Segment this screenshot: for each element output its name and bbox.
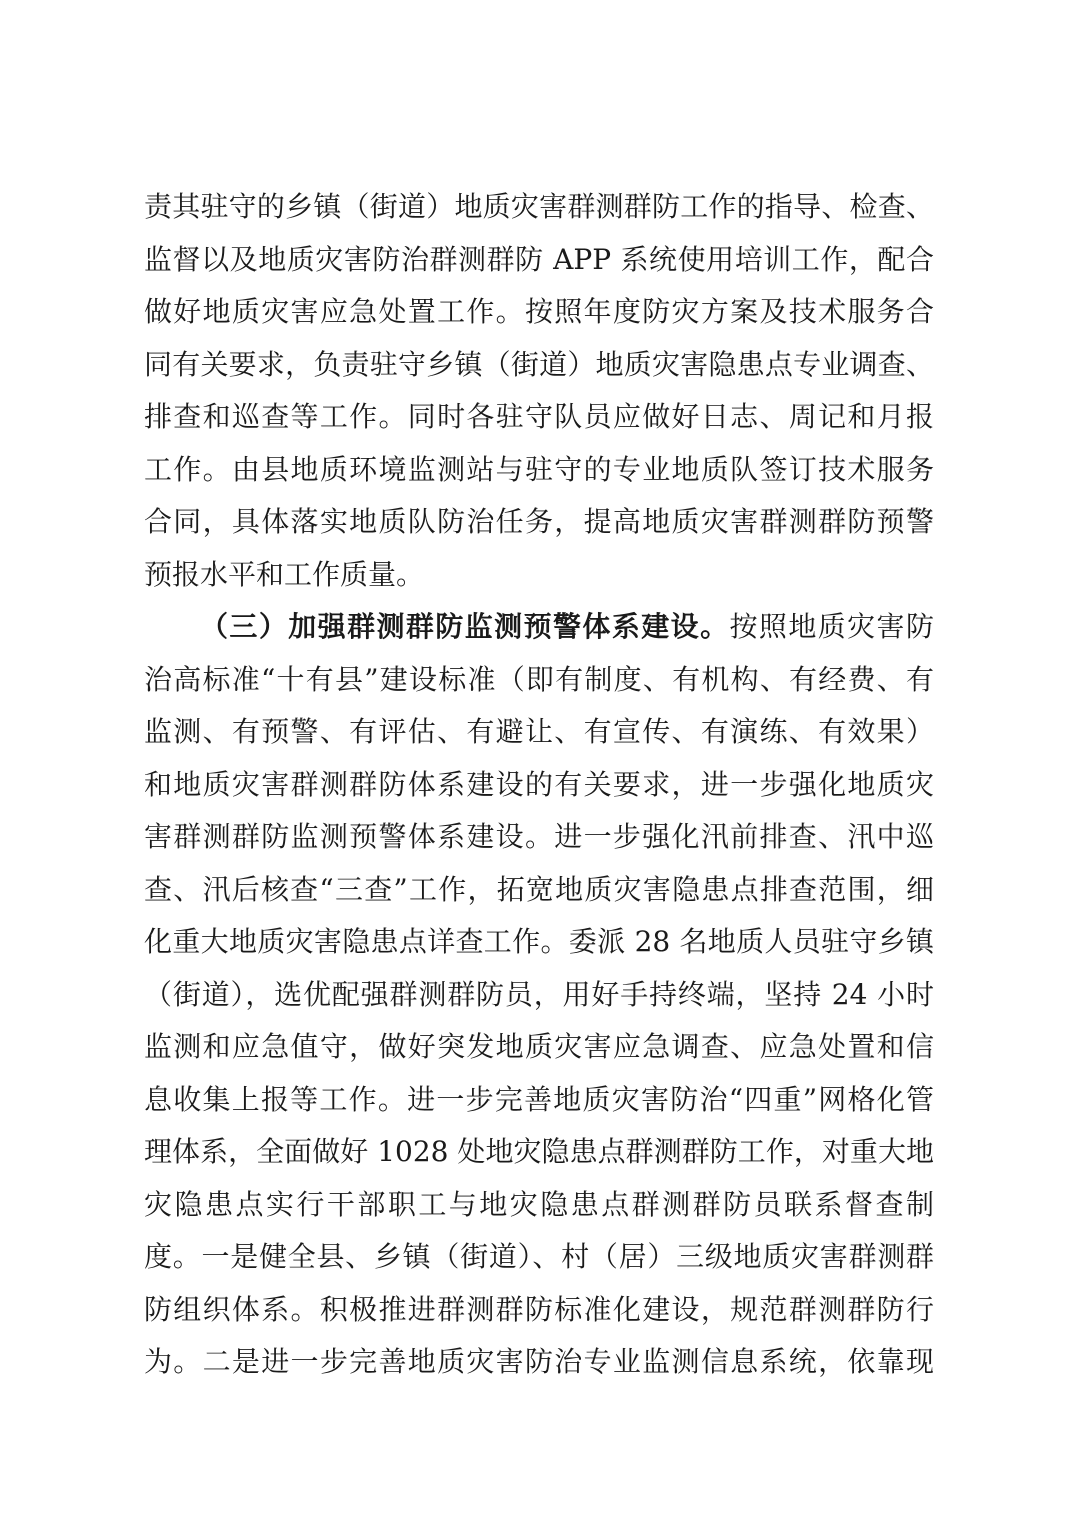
paragraph-2-line-2: 治高标准“十有县”建设标准（即有制度、有机构、有经费、有	[144, 663, 934, 696]
paragraph-2-line-8: （街道），选优配强群测群防员，用好手持终端，坚持 24 小时	[144, 978, 934, 1011]
paragraph-2-line-11: 理体系，全面做好 1028 处地灾隐患点群测群防工作，对重大地	[144, 1135, 934, 1168]
paragraph-1-line-5: 排查和巡查等工作。同时各驻守队员应做好日志、周记和月报	[144, 400, 934, 433]
paragraph-2-line-14: 防组织体系。积极推进群测群防标准化建设，规范群测群防行	[144, 1293, 934, 1326]
paragraph-2-line-3: 监测、有预警、有评估、有避让、有宣传、有演练、有效果）	[144, 715, 934, 748]
paragraph-2-line-12: 灾隐患点实行干部职工与地灾隐患点群测群防员联系督查制	[144, 1188, 934, 1221]
paragraph-1-line-3: 做好地质灾害应急处置工作。按照年度防灾方案及技术服务合	[144, 295, 934, 328]
section-heading: （三）加强群测群防监测预警体系建设。	[200, 610, 730, 643]
paragraph-2-line-10: 息收集上报等工作。进一步完善地质灾害防治“四重”网格化管	[144, 1083, 934, 1116]
paragraph-2-line-15: 为。二是进一步完善地质灾害防治专业监测信息系统，依靠现	[144, 1345, 934, 1378]
paragraph-1-line-7: 合同，具体落实地质队防治任务，提高地质灾害群测群防预警	[144, 505, 934, 538]
paragraph-2-line-7: 化重大地质灾害隐患点详查工作。委派 28 名地质人员驻守乡镇	[144, 925, 934, 958]
paragraph-1-line-4: 同有关要求，负责驻守乡镇（街道）地质灾害隐患点专业调查、	[144, 348, 934, 381]
paragraph-2-line-13: 度。一是健全县、乡镇（街道）、村（居）三级地质灾害群测群	[144, 1240, 934, 1273]
paragraph-2-line-1-text: 按照地质灾害防	[729, 610, 934, 643]
paragraph-2-line-5: 害群测群防监测预警体系建设。进一步强化汛前排查、汛中巡	[144, 820, 934, 853]
paragraph-2-line-9: 监测和应急值守，做好突发地质灾害应急调查、应急处置和信	[144, 1030, 934, 1063]
paragraph-2-line-4: 和地质灾害群测群防体系建设的有关要求，进一步强化地质灾	[144, 768, 934, 801]
paragraph-1-line-1: 责其驻守的乡镇（街道）地质灾害群测群防工作的指导、检查、	[144, 190, 934, 223]
paragraph-2-line-6: 查、汛后核查“三查”工作，拓宽地质灾害隐患点排查范围，细	[144, 873, 934, 906]
paragraph-1-line-2: 监督以及地质灾害防治群测群防 APP 系统使用培训工作，配合	[144, 243, 934, 276]
paragraph-1-line-6: 工作。由县地质环境监测站与驻守的专业地质队签订技术服务	[144, 453, 934, 486]
paragraph-1-line-8: 预报水平和工作质量。	[144, 558, 425, 591]
paragraph-2-line-1	[144, 607, 934, 647]
